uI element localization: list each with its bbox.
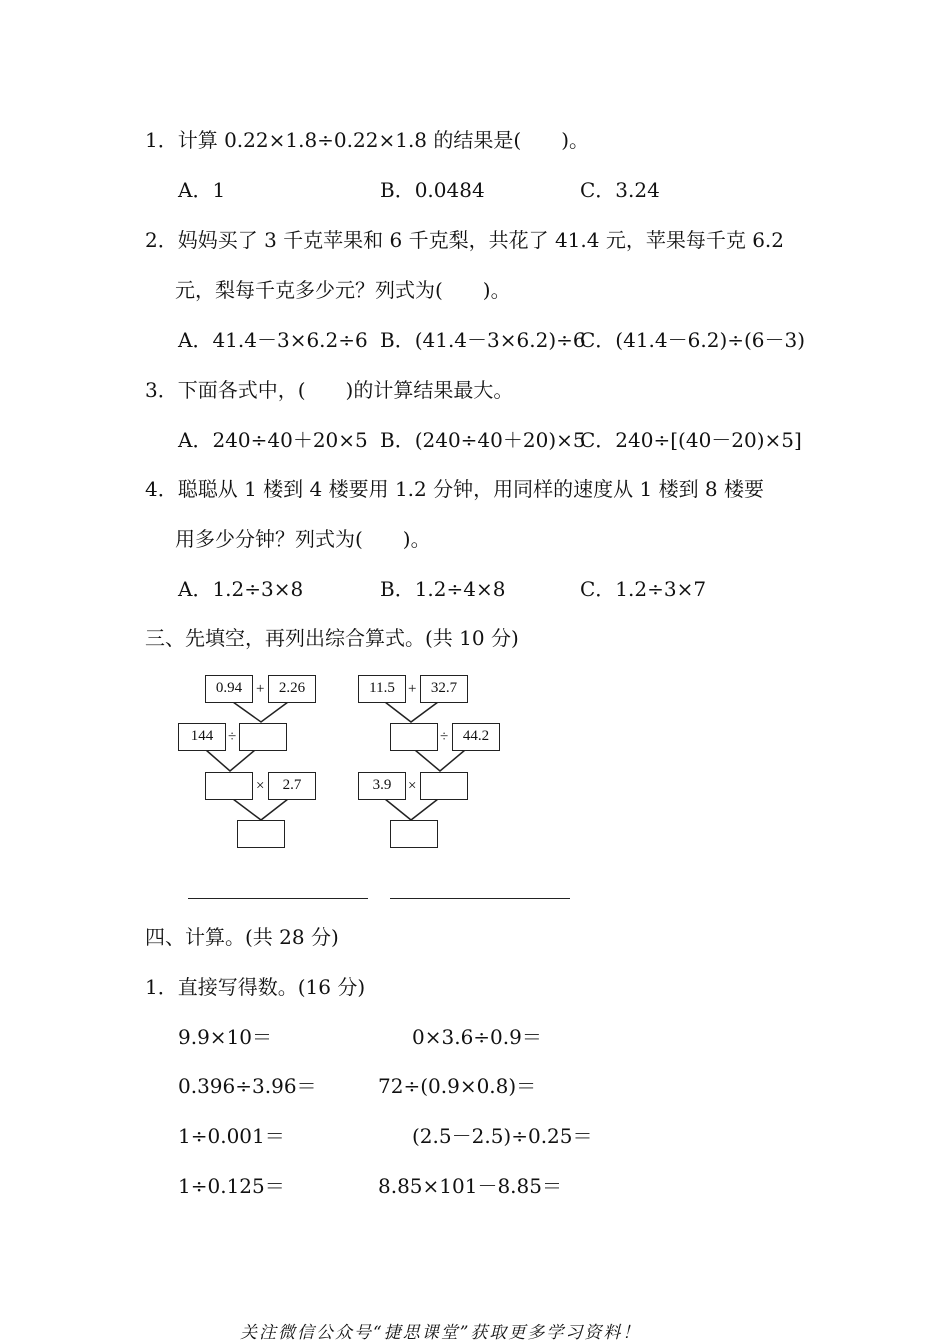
q4-option-a: A．1.2÷3×8 bbox=[178, 577, 304, 601]
q2-text-line1: 2．妈妈买了 3 千克苹果和 6 千克梨，共花了 41.4 元，苹果每千克 6.2 bbox=[145, 228, 785, 252]
tree1-blank-box-2[interactable] bbox=[205, 772, 253, 800]
q4-option-c: C．1.2÷3×7 bbox=[580, 577, 707, 601]
calc-item: 1÷0.001＝ bbox=[178, 1124, 285, 1148]
q3-option-a: A．240÷40＋20×5 bbox=[178, 428, 368, 452]
q2-option-b: B．(41.4－3×6.2)÷6 bbox=[380, 328, 586, 352]
tree2-op-multiply: × bbox=[408, 778, 417, 794]
section4-sub1: 1．直接写得数。(16 分) bbox=[145, 975, 366, 999]
calc-item: 8.85×101－8.85＝ bbox=[378, 1174, 562, 1198]
calc-item: (2.5－2.5)÷0.25＝ bbox=[412, 1124, 593, 1148]
tree1-box-c: 144 bbox=[178, 723, 226, 751]
tree1-box-d: 2.7 bbox=[268, 772, 316, 800]
section3-title: 三、先填空，再列出综合算式。(共 10 分) bbox=[145, 626, 519, 650]
calc-item: 9.9×10＝ bbox=[178, 1025, 273, 1049]
q4-option-b: B．1.2÷4×8 bbox=[380, 577, 506, 601]
q4-text-line2: 用多少分钟？列式为( )。 bbox=[175, 527, 431, 551]
calc-item: 0.396÷3.96＝ bbox=[178, 1074, 317, 1098]
tree2-blank-box-2[interactable] bbox=[420, 772, 468, 800]
tree1-op-divide: ÷ bbox=[228, 729, 237, 745]
tree2-op-plus: + bbox=[408, 681, 417, 697]
tree1-result-box[interactable] bbox=[237, 820, 285, 848]
tree2-answer-line[interactable] bbox=[390, 898, 570, 899]
tree2-box-b: 32.7 bbox=[420, 675, 468, 703]
tree1-blank-box-1[interactable] bbox=[239, 723, 287, 751]
tree2-box-c: 44.2 bbox=[452, 723, 500, 751]
tree1-box-a: 0.94 bbox=[205, 675, 253, 703]
q1-option-c: C．3.24 bbox=[580, 178, 660, 202]
tree2-blank-box-1[interactable] bbox=[390, 723, 438, 751]
calc-item: 0×3.6÷0.9＝ bbox=[412, 1025, 542, 1049]
q3-option-b: B．(240÷40＋20)×5 bbox=[380, 428, 586, 452]
calc-item: 1÷0.125＝ bbox=[178, 1174, 285, 1198]
q2-option-a: A．41.4－3×6.2÷6 bbox=[178, 328, 368, 352]
calc-item: 72÷(0.9×0.8)＝ bbox=[378, 1074, 537, 1098]
q1-option-a: A．1 bbox=[178, 178, 226, 202]
tree2-result-box[interactable] bbox=[390, 820, 438, 848]
tree1-op-plus: + bbox=[256, 681, 265, 697]
q2-option-c: C．(41.4－6.2)÷(6－3) bbox=[580, 328, 806, 352]
tree2-box-a: 11.5 bbox=[358, 675, 406, 703]
tree1-answer-line[interactable] bbox=[188, 898, 368, 899]
tree2-op-divide: ÷ bbox=[440, 729, 449, 745]
q2-text-line2: 元，梨每千克多少元？列式为( )。 bbox=[175, 278, 511, 302]
footer-promo: 关注微信公众号“捷思课堂”获取更多学习资料！ bbox=[240, 1323, 642, 1343]
q1-option-b: B．0.0484 bbox=[380, 178, 485, 202]
q4-text-line1: 4．聪聪从 1 楼到 4 楼要用 1.2 分钟，用同样的速度从 1 楼到 8 楼要 bbox=[145, 477, 765, 501]
q3-option-c: C．240÷[(40－20)×5] bbox=[580, 428, 802, 452]
tree2-box-d: 3.9 bbox=[358, 772, 406, 800]
tree1-box-b: 2.26 bbox=[268, 675, 316, 703]
q1-text: 1．计算 0.22×1.8÷0.22×1.8 的结果是( )。 bbox=[145, 128, 589, 152]
section4-title: 四、计算。(共 28 分) bbox=[145, 925, 339, 949]
q3-text: 3．下面各式中，( )的计算结果最大。 bbox=[145, 378, 514, 402]
tree1-op-multiply: × bbox=[256, 778, 265, 794]
